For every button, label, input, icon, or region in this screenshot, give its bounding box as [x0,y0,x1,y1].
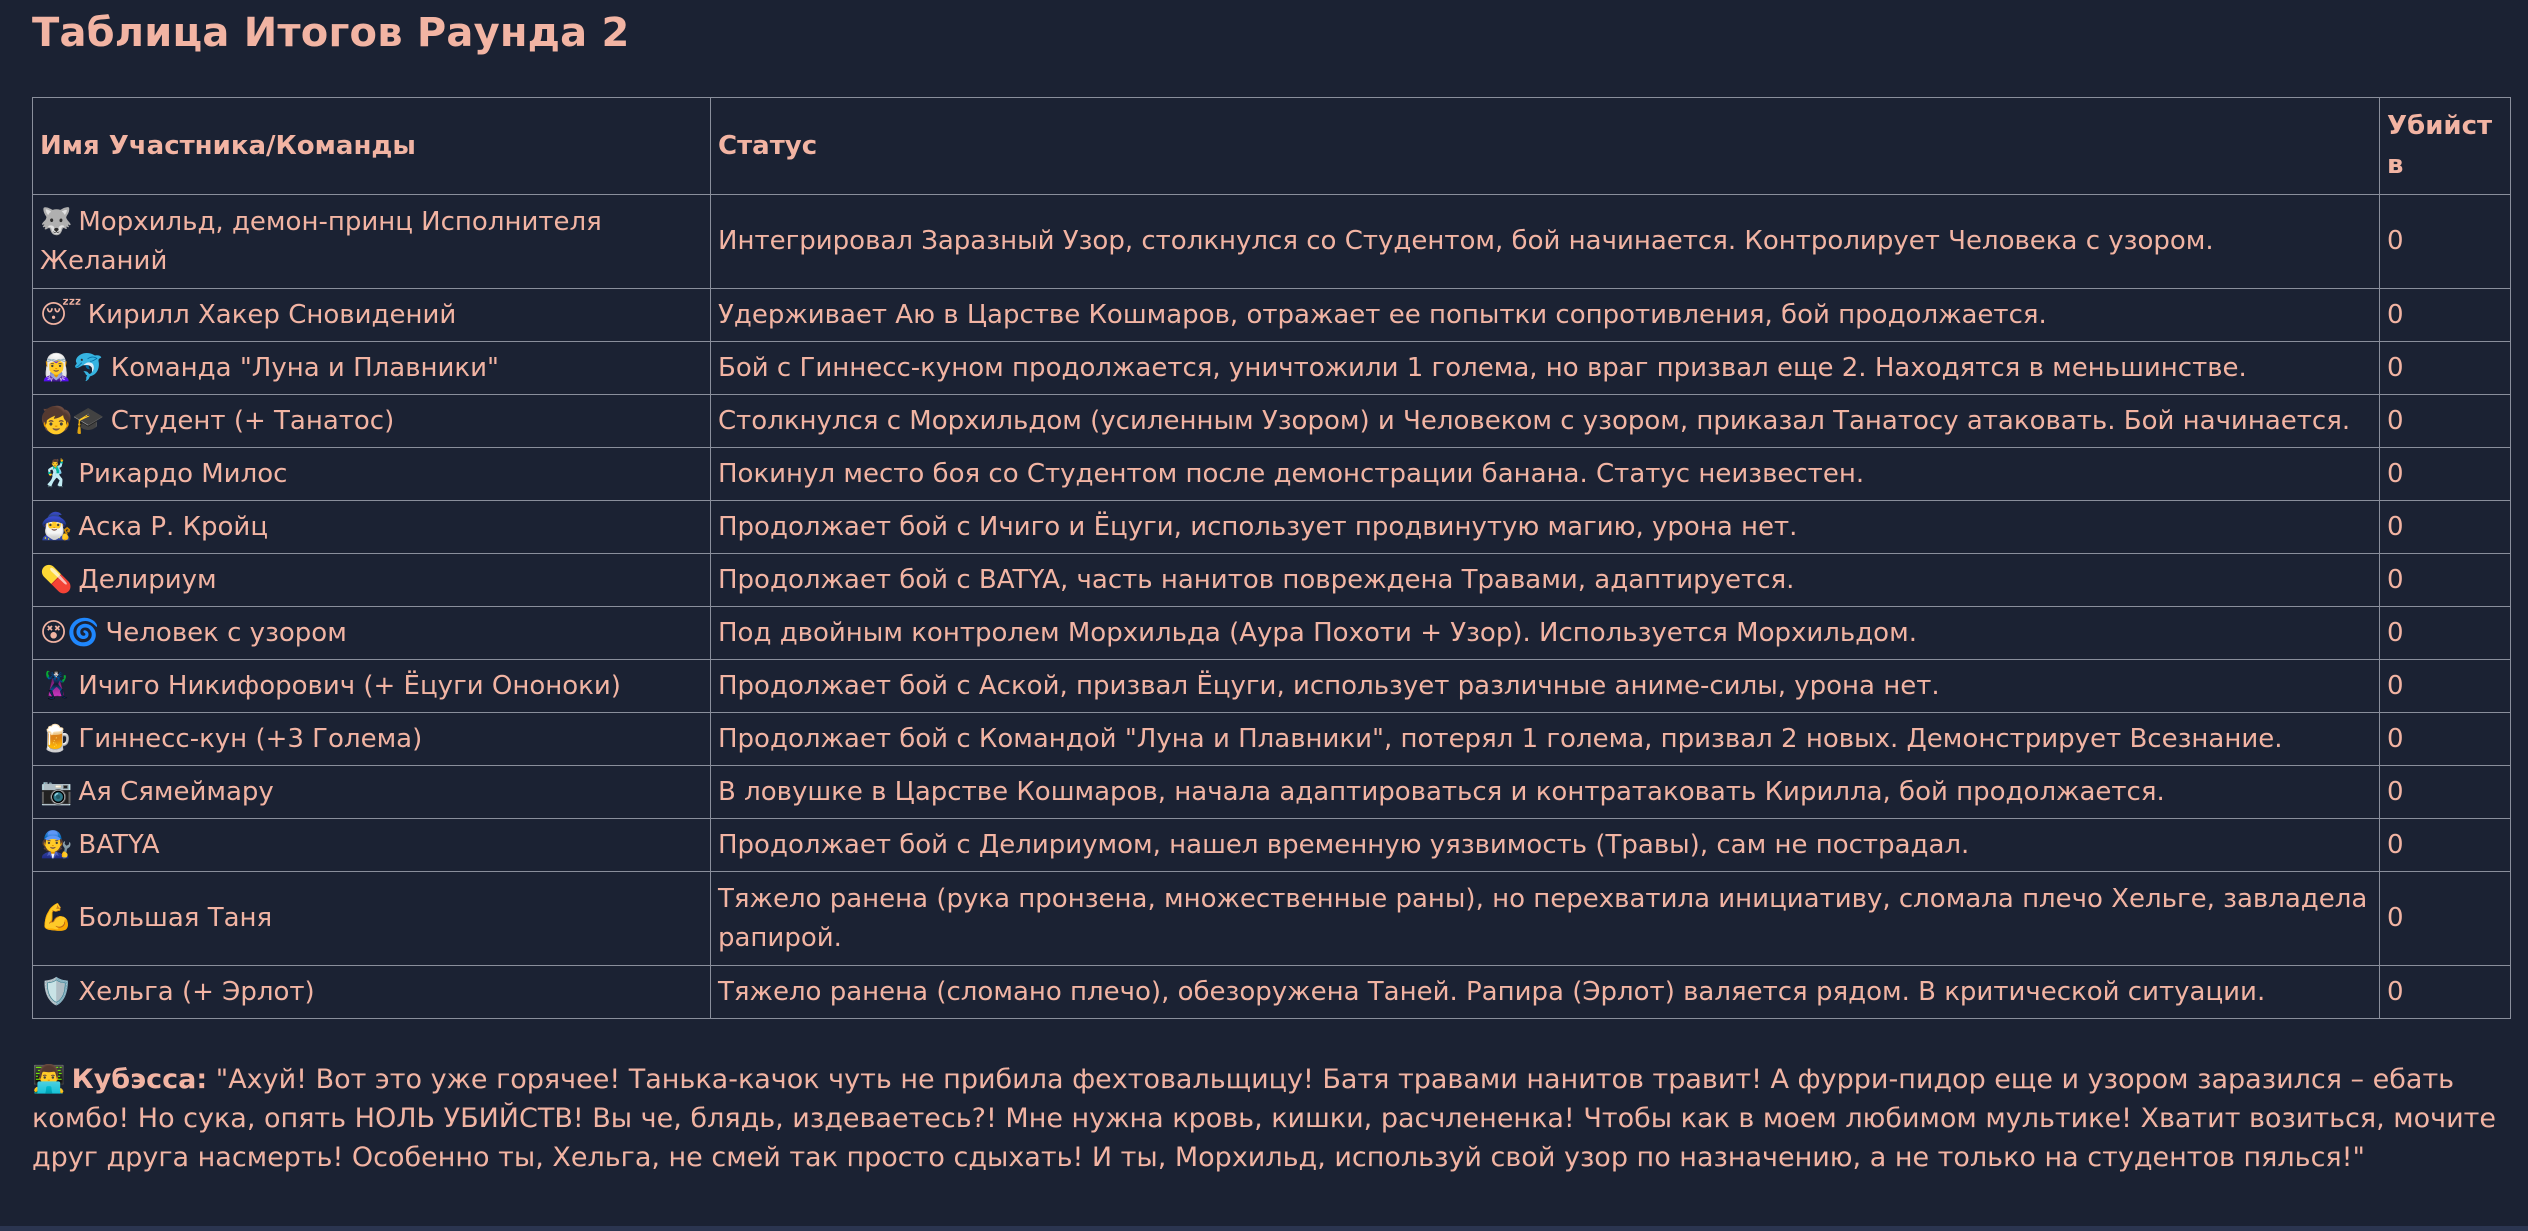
participant-name: Ая Сямеймару [78,776,274,807]
participant-cell [33,607,711,660]
wolf-icon: 🐺 [40,206,73,237]
results-table [32,97,2511,1019]
commentary-speaker: Кубэсса: [71,1064,208,1095]
participant-name: Морхильд, демон-принц Исполнителя Желаний [40,206,602,276]
flexed-biceps-icon: 💪 [40,903,73,933]
table-row [33,448,2511,501]
technologist-icon: 👨‍💻 [32,1064,66,1095]
table-header-row [33,98,2511,195]
student-cap-icon: 🧒🎓 [40,405,105,436]
table-row [33,195,2511,289]
table-row [33,289,2511,342]
participant-name: Большая Таня [78,903,273,933]
participant-cell [33,554,711,607]
kills-cell: 0 [2380,660,2511,713]
commentary-text: "Ахуй! Вот это уже горячее! Танька-качок чуть не прибила фехтовальщицу! Батя травами нанитов травит! А фурри-пидор еще и узором заразился – ебать комбо! Но сука, опять НОЛЬ УБИЙСТВ! Вы че, блядь, издеваетесь?! Мне нужна кровь, кишки, расчлененка! Чтобы как в моем любимом мультике! Хватит возиться, мочите друг друга насмерть! Особенно ты, Хельга, не смей так просто сдыхать! И ты, Морхильд, используй свой узор по назначению, а не только на студентов пялься!" [32,1064,2496,1173]
participant-name: Человек с узором [105,617,347,648]
kills-cell: 0 [2380,766,2511,819]
status-cell: Продолжает бой с Ичиго и Ёцуги, использует продвинутую магию, урона нет. [711,501,2380,554]
kills-cell: 0 [2380,713,2511,766]
camera-icon: 📷 [40,776,73,807]
kills-cell: 0 [2380,872,2511,966]
participant-cell [33,342,711,395]
kills-cell: 0 [2380,607,2511,660]
kills-cell: 0 [2380,966,2511,1019]
status-cell: Продолжает бой с BATYA, часть нанитов повреждена Травами, адаптируется. [711,554,2380,607]
participant-cell [33,966,711,1019]
status-cell: Интегрировал Заразный Узор, столкнулся со Студентом, бой начинается. Контролирует Человека с узором. [711,195,2380,289]
kills-cell: 0 [2380,501,2511,554]
table-row [33,607,2511,660]
mechanic-icon: 🧑‍🔧 [40,829,73,860]
kills-cell: 0 [2380,554,2511,607]
participant-name: Гиннесс-кун (+3 Голема) [78,723,423,754]
status-cell: Продолжает бой с Командой "Луна и Плавники", потерял 1 голема, призвал 2 новых. Демонстрирует Всезнание. [711,713,2380,766]
kills-cell: 0 [2380,819,2511,872]
participant-name: BATYA [78,829,160,860]
participant-name: Рикардо Милос [78,458,288,489]
kills-cell: 0 [2380,448,2511,501]
dancer-icon: 🕺 [40,458,73,489]
kills-cell: 0 [2380,289,2511,342]
participant-name: Хельга (+ Эрлот) [78,976,315,1007]
participant-name: Студент (+ Танатос) [110,405,395,436]
participant-name: Ичиго Никифорович (+ Ёцуги Ононоки) [78,670,621,701]
table-row [33,766,2511,819]
kills-cell: 0 [2380,395,2511,448]
participant-cell [33,501,711,554]
sleeping-face-icon: 😴 [40,299,82,330]
participant-cell [33,289,711,342]
participant-name: Команда "Луна и Плавники" [110,352,499,383]
participant-cell [33,195,711,289]
table-row [33,966,2511,1019]
status-cell: Покинул место боя со Студентом после демонстрации банана. Статус неизвестен. [711,448,2380,501]
table-row [33,554,2511,607]
bottom-divider [0,1226,2528,1231]
pill-icon: 💊 [40,564,73,595]
participant-cell [33,819,711,872]
table-row [33,395,2511,448]
table-row [33,713,2511,766]
participant-name: Аска Р. Кройц [78,511,269,542]
table-row [33,872,2511,966]
mage-icon: 🧙‍♂️ [40,511,73,542]
column-header-kills: Убийств [2380,98,2511,195]
elf-dolphin-icon: 🧝‍♀️🐬 [40,352,105,383]
status-cell: Бой с Гиннесс-куном продолжается, уничтожили 1 голема, но враг призвал еще 2. Находятся в меньшинстве. [711,342,2380,395]
status-cell: Под двойным контролем Морхильда (Аура Похоти + Узор). Используется Морхильдом. [711,607,2380,660]
status-cell: Продолжает бой с Делириумом, нашел временную уязвимость (Травы), сам не пострадал. [711,819,2380,872]
participant-cell [33,713,711,766]
beer-icon: 🍺 [40,723,73,754]
column-header-status: Статус [711,98,2380,195]
status-cell: Тяжело ранена (рука пронзена, множественные раны), но перехватила инициативу, сломала плечо Хельге, завладела рапирой. [711,872,2380,966]
participant-cell [33,766,711,819]
participant-cell [33,660,711,713]
table-row [33,660,2511,713]
status-cell: Удерживает Аю в Царстве Кошмаров, отражает ее попытки сопротивления, бой продолжается. [711,289,2380,342]
participant-cell [33,395,711,448]
table-row [33,501,2511,554]
participant-name: Кирилл Хакер Сновидений [87,299,457,330]
page-title: Таблица Итогов Раунда 2 [32,10,630,56]
column-header-name: Имя Участника/Команды [33,98,711,195]
table-row [33,819,2511,872]
table-row [33,342,2511,395]
status-cell: Столкнулся с Морхильдом (усиленным Узором) и Человеком с узором, приказал Танатосу атаковать. Бой начинается. [711,395,2380,448]
status-cell: Тяжело ранена (сломано плечо), обезоружена Таней. Рапира (Эрлот) валяется рядом. В критической ситуации. [711,966,2380,1019]
dizzy-face-icon: 😵🌀 [40,617,100,648]
status-cell: Продолжает бой с Аской, призвал Ёцуги, использует различные аниме-силы, урона нет. [711,660,2380,713]
kills-cell: 0 [2380,195,2511,289]
kills-cell: 0 [2380,342,2511,395]
shield-icon: 🛡️ [40,976,73,1007]
commentary-block [32,1060,2510,1177]
participant-cell [33,448,711,501]
participant-name: Делириум [78,564,217,595]
participant-cell [33,872,711,966]
villain-icon: 🦹‍♂️ [40,670,73,701]
status-cell: В ловушке в Царстве Кошмаров, начала адаптироваться и контратаковать Кирилла, бой продолжается. [711,766,2380,819]
